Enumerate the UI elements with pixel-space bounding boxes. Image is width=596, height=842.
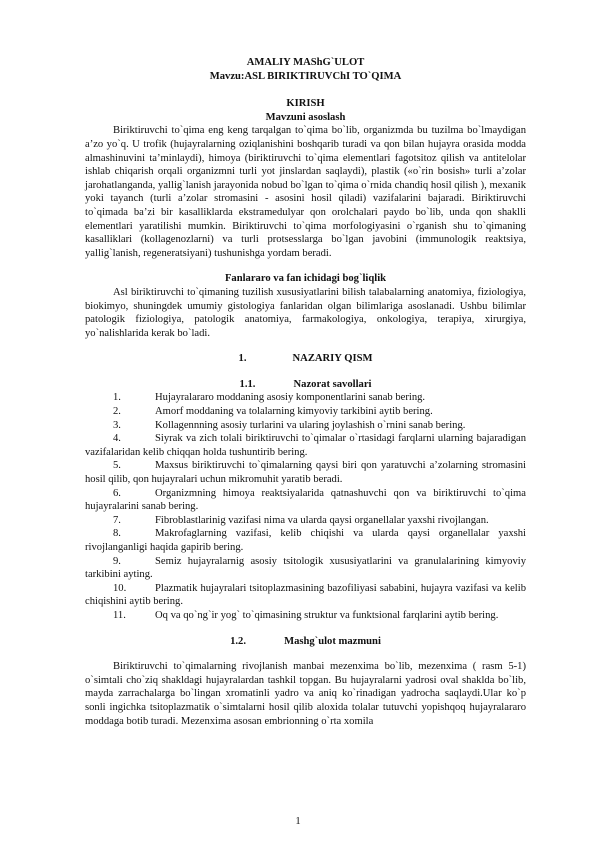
item-number: 4. [113,433,121,445]
interdisciplinary-paragraph: Asl biriktiruvchi to`qimaning tuzilish xususiyatlarini bilish talabalarning anatomiya, fiziologiya, biokimyo, shuningdek umumiy gistologiya fanlaridan olgan bilimlariga asoslanadi. Ushbu bilimlar patologik fiziologiya, patologik anatomiya, farmakologiya, onkologiya, terapiya, xirurgiya, yo`nalishlarida kerak bo`ladi. [85,286,526,339]
content-paragraph: Biriktiruvchi to`qimalarning rivojlanish manbai mezenxima bo`lib, mezenxima ( rasm 5-1) o`simtali cho`ziq shakldagi hujayralardan tashkil topgan. Bu hujayralarni yadrosi oval shaklda bo`lib, mayda zarrachalarga bo`lingan xromatinli yadro va aniq ko`rinadigan yadrocha saqlaydi.Ular ko`p sonli ingichka tsitoplazmatik o`simtalarni hosil qilib aloxida tolalar tutuvchi yopishqoq hujayralararo moddaga botib turadi. Mezenxima asosan embrionning o`rta xomila [85,661,526,727]
intro-subheading: Mavzuni asoslash [265,111,346,123]
document-title: AMALIY MAShG`ULOT [246,57,365,68]
questions-list [85,391,526,622]
list-item [85,459,526,486]
item-number: 5. [113,460,121,472]
interdisciplinary-heading: Fanlararo va fan ichidagi bog`liqlik [224,273,387,285]
item-number: 7. [113,514,121,526]
document-subject: Mavzu:ASL BIRIKTIRUVChI TO`QIMA [209,70,402,82]
section-1-1-heading [85,378,526,392]
item-text: Makrofaglarning vazifasi, kelib chiqishi va ularda qaysi organellalar yaxshi rivojlanganligi haqida gapirib bering. [85,528,526,553]
list-item [85,555,526,582]
item-number: 6. [113,487,121,499]
intro-paragraph: Biriktiruvchi to`qima eng keng tarqalgan to`qima bo`lib, organizmda bu tuzilma bo`lmaydigan a’zo yo`q. U trofik (hujayralarning oziqlanishini boshqarib turadi va qon bilan hujayra orasida modda almashinuvini ta’minlaydi), himoya (biriktiruvchi to`qima elementlari fagotsitoz qilish va antitelolar ishlab chiqarish orqali organizmni turli yot jinslardan saqlaydi), plastik («o`rin bosish» turli a’zolar jarohatlanganda, yallig`lanish jarayonida nobud bo`lgan to`qima o`rnida chandiq hosil qilish ), mexanik yoki tayanch (turli a’zolar stromasini - asosini hosil qiladi) vazifalarini bajaradi. Biriktiruvchi to`qimada ba’zi bir kasalliklarda ekstramedulyar qon orolchalari paydo bo`lib, unda qon shaklli elementlari yaratilishi mumkin. Biriktiruvchi to`qima morfologiyasini o`rganish shu to`qimaning kasalliklari (kollagenozlarni) va turli protsesslarga bo`lgan javobini (immunologik reaktsiya, yallig`lanish, regeneratsiyani) tushunishga yordam beradi. [85,125,526,259]
list-item [85,405,526,419]
item-text: Maxsus biriktiruvchi to`qimalarning qaysi biri qon yaratuvchi a’zolarning stromasini hosil qilib, qon hujayralari uchun mikromuhit yaratib beradi. [85,460,526,486]
list-item [85,609,526,623]
section-1-2-heading [85,635,526,649]
item-number: 1. [113,392,121,404]
item-text: Semiz hujayralarnig asosiy tsitologik xususiyatlarini va granulalarining kimyoviy tarkibini ayting. [85,555,526,581]
item-number: 11. [113,609,126,621]
list-item [85,432,526,459]
item-number: 8. [113,528,121,540]
item-text: Hujayralararo moddaning asosiy komponentlarini sanab bering. [155,392,426,404]
item-number: 10. [113,582,127,594]
item-number: 2. [113,406,121,418]
page-number: 1 [295,816,301,827]
list-item [85,514,526,528]
section-1-heading [85,352,526,366]
item-text: Plazmatik hujayralari tsitoplazmasining bazofiliyasi sababini, hujayra vazifasi va kelib chiqishini aytib bering. [85,582,526,608]
item-text: Kollagennning asosiy turlarini va ularing joylashish o`rnini sanab bering. [155,419,466,431]
item-text: Fibroblastlarinig vazifasi nima va ularda qaysi organellalar yaxshi rivojlangan. [155,514,489,526]
section-number: 1.1. [239,378,256,390]
page-content [85,56,526,728]
item-number: 9. [113,555,121,567]
list-item [85,582,526,609]
list-item [85,527,526,554]
section-title: NAZARIY QISM [292,353,373,365]
section-title: Nazorat savollari [293,378,372,390]
list-item [85,419,526,433]
section-number: 1.2. [230,635,246,647]
section-number: 1. [238,353,247,365]
item-text: Amorf moddaning va tolalarning kimyoviy tarkibini aytib bering. [155,406,433,418]
section-title: Mashg`ulot mazmuni [284,635,381,647]
item-text: Oq va qo`ng`ir yog` to`qimasining struktur va funktsional farqlarini aytib bering. [155,609,499,621]
item-text: Siyrak va zich tolali biriktiruvchi to`qimalar o`rtasidagi farqlarni ularning bajaradigan vazifalaridan kelib chiqqan holda tushuntirib bering. [85,433,526,458]
item-number: 3. [113,419,121,431]
list-item [85,391,526,405]
list-item [85,487,526,514]
item-text: Organizmning himoya reaktsiyalarida qatnashuvchi qon va biriktiruvchi to`qima hujayralarini sanab bering. [85,487,526,513]
intro-heading: KIRISH [286,98,325,110]
